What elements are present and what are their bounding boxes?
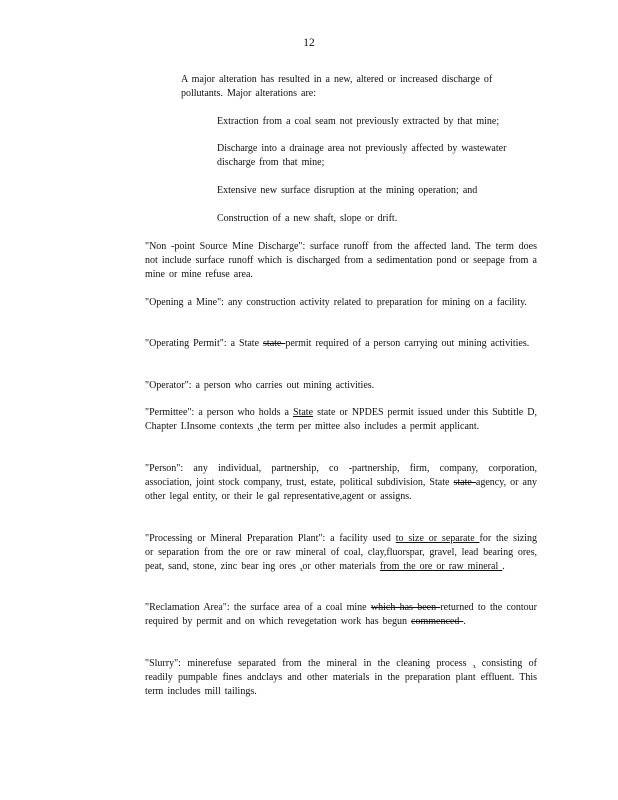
definition-text: for the sizing or separation from the ore or raw mineral of coal, clay,fluorspar, gravel, lead bearing ores, peat, sand, stone, zinc bear ing ores bbox=[145, 533, 537, 572]
definition-term: "Processing or Mineral Preparation Plant": bbox=[145, 533, 326, 544]
definition-term: "Permittee": bbox=[145, 407, 195, 418]
underlined-text: , bbox=[299, 561, 303, 572]
definition-text: a facility used bbox=[325, 533, 396, 544]
definition-permittee bbox=[145, 406, 537, 434]
alteration-item: Construction of a new shaft, slope or drift. bbox=[217, 213, 398, 224]
definition-text: a State bbox=[226, 338, 264, 349]
strikethrough-text: which has been bbox=[370, 602, 441, 613]
definition-processing-plant bbox=[145, 532, 537, 574]
definition-reclamation-area bbox=[145, 601, 537, 629]
definition-text: a person who holds a bbox=[194, 407, 294, 418]
definition-term: "Slurry": bbox=[145, 658, 181, 669]
definition-person bbox=[145, 462, 537, 504]
underlined-text: from the ore or raw mineral bbox=[379, 561, 503, 572]
definition-text: surface runoff from the affected land. The term does not include surface runoff which is discharged from a sedimentation pond or seepage from a mine or mine refuse area. bbox=[145, 241, 537, 280]
definition-text: . bbox=[463, 616, 466, 627]
definition-text: agency, or any other legal entity, or their le gal representative,agent or assigns. bbox=[145, 477, 537, 502]
definition-term: "Reclamation Area": bbox=[145, 602, 230, 613]
definition-text: minerefuse separated from the mineral in the cleaning process bbox=[180, 658, 473, 669]
underlined-text: to size or separate bbox=[395, 533, 480, 544]
definition-term: "Operating Permit": bbox=[145, 338, 227, 349]
definition-text: permit required of a person carrying out mining activities. bbox=[285, 338, 530, 349]
alterations-intro: A major alteration has resulted in a new, altered or increased discharge of pollutants. Major alterations are: bbox=[181, 74, 493, 99]
alteration-item: Extensive new surface disruption at the mining operation; and bbox=[217, 185, 478, 196]
underlined-text: , bbox=[257, 421, 260, 432]
definition-text: . bbox=[502, 561, 505, 572]
strikethrough-text: commenced bbox=[411, 616, 464, 627]
strikethrough-text: state bbox=[453, 477, 476, 488]
definition-text: the surface area of a coal mine bbox=[229, 602, 371, 613]
definition-slurry bbox=[145, 657, 537, 699]
definition-text: or other materials bbox=[302, 561, 380, 572]
alteration-item: Discharge into a drainage area not previously affected by wastewater discharge from that mine; bbox=[217, 143, 507, 168]
definition-operating-permit bbox=[145, 337, 537, 351]
definition-term: "Person": bbox=[145, 463, 184, 474]
definition-text: any construction activity related to preparation for mining on a facility. bbox=[223, 297, 527, 308]
definition-term: "Opening a Mine": bbox=[145, 297, 224, 308]
definition-text: a person who carries out mining activities. bbox=[191, 380, 375, 391]
definition-text: the term per mittee also includes a permit applicant. bbox=[259, 421, 480, 432]
alteration-item: Extraction from a coal seam not previously extracted by that mine; bbox=[217, 116, 500, 127]
definition-term: "Operator": bbox=[145, 380, 192, 391]
definition-non-point-discharge bbox=[145, 240, 537, 282]
definition-text: returned to the contour required by permit and on which revegetation work has begun bbox=[145, 602, 537, 627]
definition-text: state or NPDES permit issued under this Subtitle D, Chapter I.Insome contexts bbox=[145, 407, 537, 432]
underlined-text: State bbox=[293, 407, 314, 418]
definition-term: "Non -point Source Mine Discharge": bbox=[145, 241, 306, 252]
definition-text: consisting of readily pumpable fines andclays and other materials in the preparation plant effluent. This term includes mill tailings. bbox=[145, 658, 537, 697]
definition-operator bbox=[145, 379, 537, 393]
page-number: 12 bbox=[303, 37, 315, 49]
definition-text: any individual, partnership, co -partnership, firm, company, corporation, association, joint stock company, trust, estate, political subdivision, State bbox=[145, 463, 537, 488]
underlined-text: , bbox=[472, 658, 476, 669]
definition-opening-a-mine bbox=[145, 296, 537, 310]
strikethrough-text: state bbox=[263, 338, 286, 349]
